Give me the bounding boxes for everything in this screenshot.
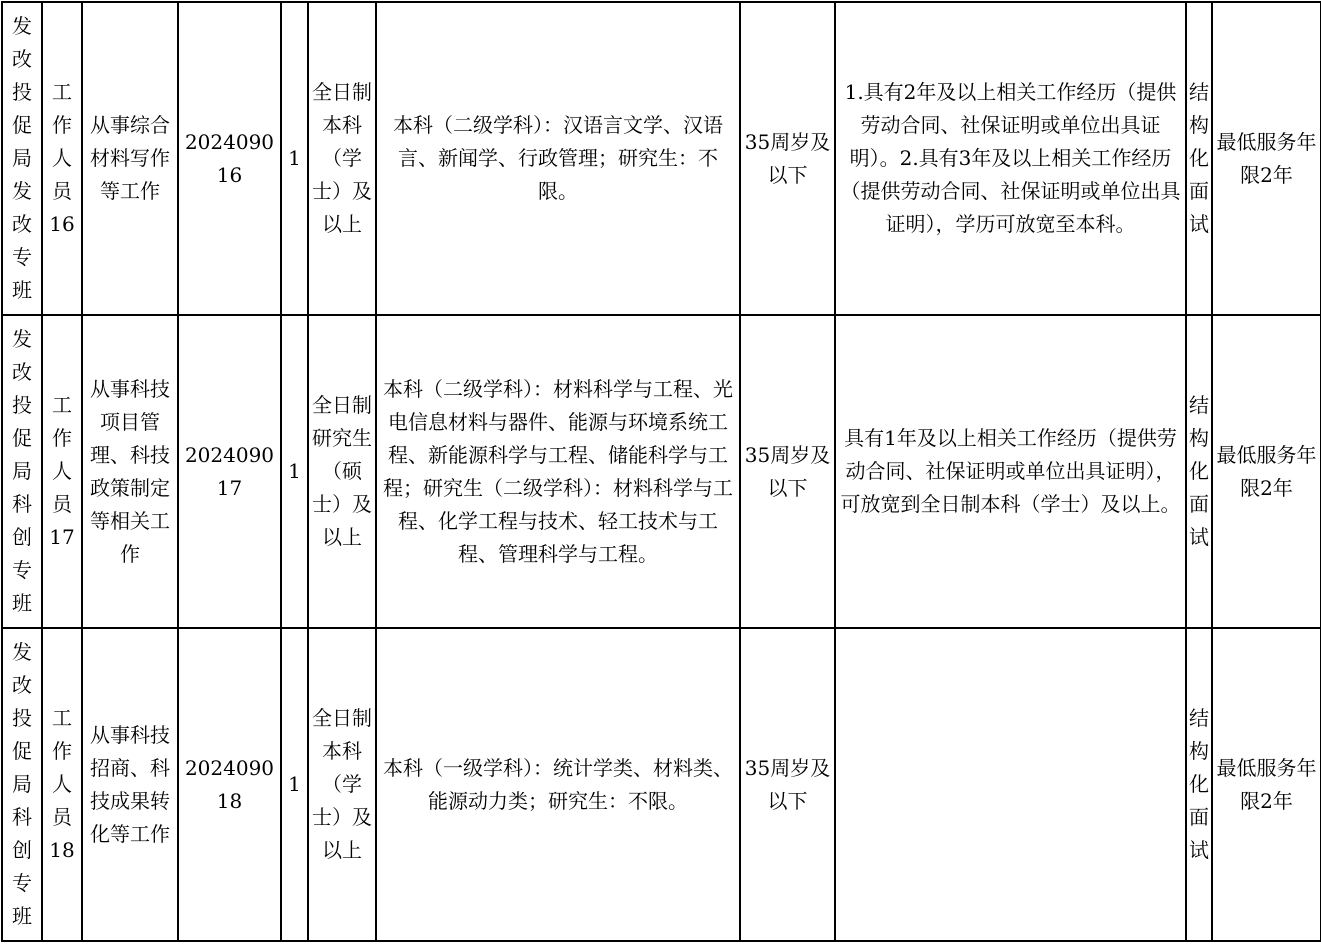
education-cell: 全日制研究生（硕士）及以上 [308, 315, 376, 628]
education-cell: 全日制本科（学士）及以上 [308, 628, 376, 941]
department-cell: 发改投促局发改专班 [2, 2, 42, 315]
remarks-cell: 最低服务年限2年 [1212, 2, 1321, 315]
position-cell: 工作人员17 [42, 315, 82, 628]
other-requirements-cell [835, 628, 1186, 941]
table-row [2, 628, 1321, 941]
major-cell: 本科（二级学科）：材料科学与工程、光电信息材料与器件、能源与环境系统工程、新能源科学与工程、储能科学与工程；研究生（二级学科）：材料科学与工程、化学工程与技术、轻工技术与工程、管理科学与工程。 [376, 315, 740, 628]
education-cell: 全日制本科（学士）及以上 [308, 2, 376, 315]
major-cell: 本科（一级学科）：统计学类、材料类、能源动力类；研究生：不限。 [376, 628, 740, 941]
exam-method-cell: 结构化面试 [1186, 628, 1212, 941]
major-cell: 本科（二级学科）：汉语言文学、汉语言、新闻学、行政管理；研究生：不限。 [376, 2, 740, 315]
hiring-count-cell: 1 [281, 628, 308, 941]
age-cell: 35周岁及以下 [740, 315, 835, 628]
position-code-cell: 202409017 [178, 315, 281, 628]
exam-method-cell: 结构化面试 [1186, 315, 1212, 628]
position-code-cell: 202409016 [178, 2, 281, 315]
exam-method-cell: 结构化面试 [1186, 2, 1212, 315]
position-cell: 工作人员16 [42, 2, 82, 315]
remarks-cell: 最低服务年限2年 [1212, 315, 1321, 628]
table-row [2, 2, 1321, 315]
remarks-cell: 最低服务年限2年 [1212, 628, 1321, 941]
hiring-count-cell: 1 [281, 315, 308, 628]
age-cell: 35周岁及以下 [740, 628, 835, 941]
department-cell: 发改投促局科创专班 [2, 628, 42, 941]
other-requirements-cell: 1.具有2年及以上相关工作经历（提供劳动合同、社保证明或单位出具证明）。2.具有3年及以上相关工作经历（提供劳动合同、社保证明或单位出具证明），学历可放宽至本科。 [835, 2, 1186, 315]
table-row [2, 315, 1321, 628]
other-requirements-cell: 具有1年及以上相关工作经历（提供劳动合同、社保证明或单位出具证明），可放宽到全日制本科（学士）及以上。 [835, 315, 1186, 628]
position-cell: 工作人员18 [42, 628, 82, 941]
hiring-count-cell: 1 [281, 2, 308, 315]
duties-cell: 从事科技招商、科技成果转化等工作 [82, 628, 178, 941]
duties-cell: 从事综合材料写作等工作 [82, 2, 178, 315]
recruitment-table [1, 1, 1321, 942]
age-cell: 35周岁及以下 [740, 2, 835, 315]
position-code-cell: 202409018 [178, 628, 281, 941]
duties-cell: 从事科技项目管理、科技政策制定等相关工作 [82, 315, 178, 628]
department-cell: 发改投促局科创专班 [2, 315, 42, 628]
